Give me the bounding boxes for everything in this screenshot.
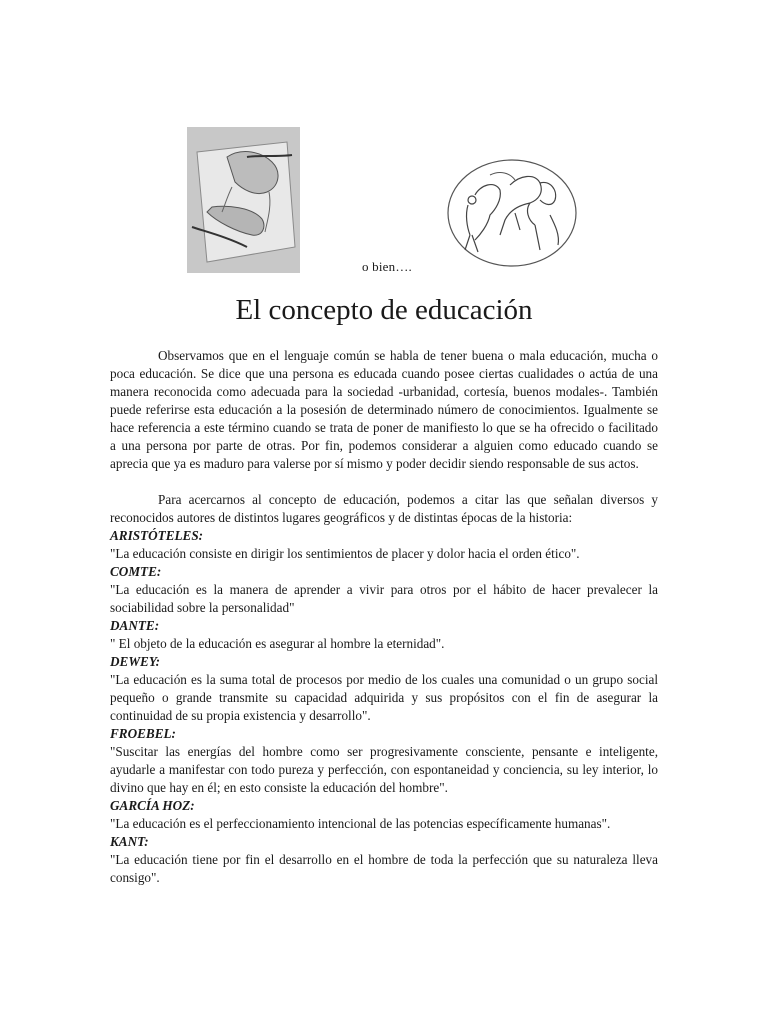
document-body [110, 347, 658, 887]
author-name: GARCÍA HOZ: [110, 798, 195, 813]
author-quote: "La educación es la suma total de procesos por medio de los cuales una comunidad o un grupo social pequeño o grande transmite su capacidad adquirida y sus propósitos con el fin de asegurar la continuidad de su propia existencia y desarrollo". [110, 672, 658, 723]
author-name: COMTE: [110, 564, 162, 579]
paragraph-gap [110, 473, 658, 491]
intro-paragraph: Observamos que en el lenguaje común se habla de tener buena o mala educación, mucha o poca educación. Se dice que una persona es educada cuando posee ciertas cualidades o actúa de una manera reconocida como adecuada para la sociedad -urbanidad, cortesía, buenos modales-. También puede referirse esta educación a la posesión de determinado número de conocimientos. Igualmente se hace referencia a este término cuando se trata de poner de manifiesto lo que se ha ofrecido o facilitado a una persona por parte de otras. Por fin, podemos considerar a alguien como educado cuando se aprecia que ya es maduro para valerse por sí mismo y poder decidir siendo responsable de sus actos. [110, 348, 658, 471]
author-name: DEWEY: [110, 654, 161, 669]
author-quote: "Suscitar las energías del hombre como ser progresivamente consciente, pensante e inteligente, ayudarle a manifestar con todo pureza y perfección, con espontaneidad y conciencia, su ley interior, lo divino que hay en él; en esto consiste la educación del hombre". [110, 744, 658, 795]
author-quote: "La educación es la manera de aprender a vivir para otros por el hábito de hacer prevalecer la sociabilidad sobre la personalidad" [110, 582, 658, 615]
caption-o-bien: o bien…. [362, 259, 412, 274]
author-quote: "La educación es el perfeccionamiento intencional de las potencias específicamente humanas". [110, 816, 611, 831]
author-quote: " El objeto de la educación es asegurar al hombre la eternidad". [110, 636, 445, 651]
author-quote: "La educación tiene por fin el desarrollo en el hombre de toda la perfección que su naturaleza lleva consigo". [110, 852, 658, 885]
page-title: El concepto de educación [235, 294, 533, 326]
author-name: KANT: [110, 834, 149, 849]
author-name: ARISTÓTELES: [110, 528, 204, 543]
author-name: DANTE: [110, 618, 160, 633]
authors-intro-paragraph: Para acercarnos al concepto de educación, podemos a citar las que señalan diversos y reconocidos autores de distintos lugares geográficos y de distintas épocas de la historia: [110, 492, 658, 525]
drawing-hands-image [187, 127, 300, 273]
author-quote: "La educación consiste en dirigir los sentimientos de placer y dolor hacia el orden ético". [110, 546, 580, 561]
author-name: FROEBEL: [110, 726, 176, 741]
horse-rider-engraving-image [440, 155, 580, 270]
